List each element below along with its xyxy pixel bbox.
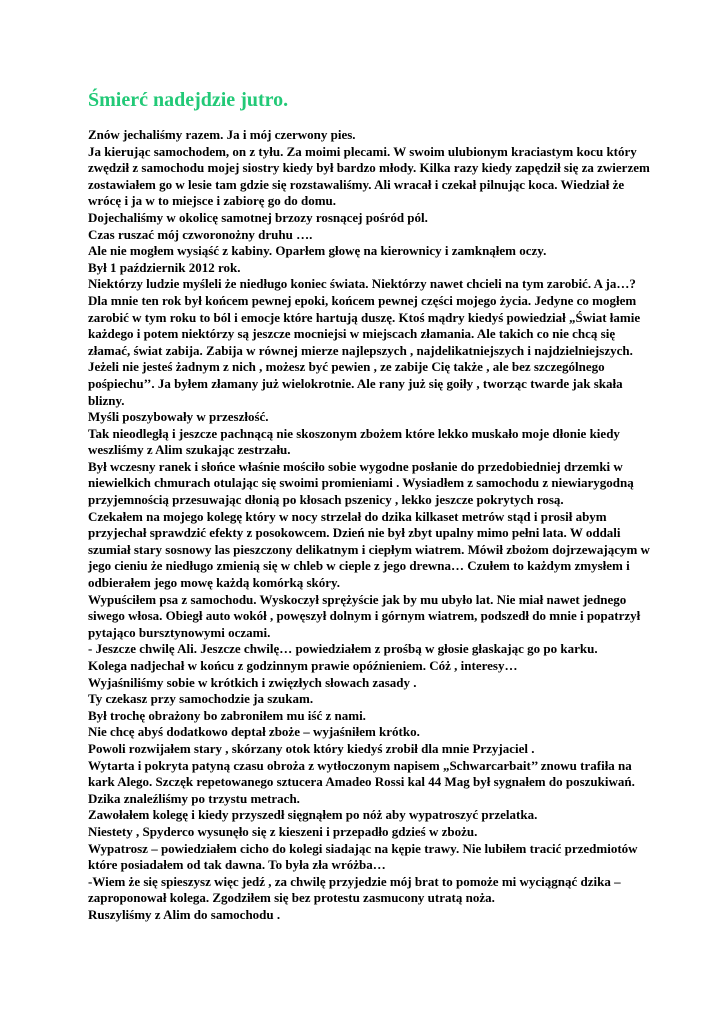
text-line: Tak nieodległą i jeszcze pachnącą nie skoszonym zbożem które lekko muskało moje dłonie kiedy	[88, 425, 620, 441]
text-line: Nie chcę abyś dodatkowo deptał zboże – wyjaśniłem krótko.	[88, 724, 420, 740]
text-line: weszliśmy z Alim szukając zestrzału.	[88, 442, 291, 458]
text-line: siwego włosa. Obiegł auto wokół , powęszył dolnym i górnym wiatrem, podszedł do mnie i popatrzył	[88, 608, 641, 624]
text-line: pytająco bursztynowymi oczami.	[88, 624, 271, 640]
text-line: Niestety , Spyderco wysunęło się z kieszeni i przepadło gdzieś w zbożu.	[88, 823, 478, 839]
text-line: zaproponował kolega. Zgodziłem się bez protestu zasmucony utratą noża.	[88, 890, 495, 906]
text-line: Czas ruszać mój czworonożny druhu ….	[88, 226, 313, 242]
text-line: przyjemnością przesuwając dłonią po kłosach pszenicy , lekko jeszcze pokrytych rosą.	[88, 492, 564, 508]
text-line: Wytarta i pokryta patyną czasu obroża z wytłoczonym napisem „Schwarcarbait’’ znowu trafiła na	[88, 757, 632, 773]
text-line: Ale nie mogłem wysiąść z kabiny. Oparłem głowę na kierownicy i zamknąłem oczy.	[88, 243, 547, 259]
text-line: blizny.	[88, 392, 125, 408]
text-line: zarobić w tym roku to ból i emocje które hartują duszę. Ktoś mądry kiedyś powiedział „Świat łamie	[88, 309, 641, 325]
text-line: Dzika znaleźliśmy po trzystu metrach.	[88, 790, 300, 806]
text-line: - Jeszcze chwilę Ali. Jeszcze chwilę… powiedziałem z prośbą w głosie głaskając go po karku.	[88, 641, 598, 657]
text-line: niewielkich chmurach otulając się swoimi promieniami . Wysiadłem z samochodu z niewiarygodną	[88, 475, 634, 491]
text-line: Znów jechaliśmy razem. Ja i mój czerwony pies.	[88, 127, 356, 142]
text-line: Powoli rozwijałem stary , skórzany otok który kiedyś zrobił dla mnie Przyjaciel .	[88, 740, 535, 756]
text-line: jego cieniu że niedługo zmienią się w chleb w cieple z jego drewna… Czułem to każdym zmysłem i	[88, 558, 630, 574]
text-line: które posiadałem od tak dawna. To była zła wróżba…	[88, 857, 386, 873]
text-line: Niektórzy ludzie myśleli że niedługo koniec świata. Niektórzy nawet chcieli na tym zarobić. A ja…?	[88, 276, 636, 292]
text-line: pośpiechu’’. Ja byłem złamany już wielokrotnie. Ale rany już się goiły , tworząc twarde jak skała	[88, 375, 623, 391]
text-line: Myśli poszybowały w przeszłość.	[88, 409, 269, 425]
text-line: zostawiałem go w lesie tam gdzie się rozstawaliśmy. Ali wracał i czekał pilnując koca. Wiedział że	[88, 176, 625, 192]
text-line: odbierałem jego mowę każdą komórką skóry.	[88, 575, 341, 591]
text-line: Dla mnie ten rok był końcem pewnej epoki, końcem pewnej części mojego życia. Jedyne co mogłem	[88, 292, 637, 308]
text-line: Ty czekasz przy samochodzie ja szukam.	[88, 691, 314, 707]
text-line: złamać, świat zabija. Zabija w równej mierze najlepszych , najdelikatniejszych i najdzielniejszych.	[88, 342, 633, 358]
text-line: wrócę i ja w to miejsce i zabiorę go do domu.	[88, 193, 337, 209]
text-line: Jeżeli nie jesteś żadnym z nich , możesz być pewien , ze zabije Cię także , ale bez szczególnego	[88, 359, 605, 375]
text-line: Dojechaliśmy w okolicę samotnej brzozy rosnącej pośród pól.	[88, 209, 428, 225]
document-title: Śmierć nadejdzie jutro.	[88, 89, 289, 111]
text-line: Wypatrosz – powiedziałem cicho do kolegi siadając na kępie trawy. Nie lubiłem tracić przedmiotów	[88, 840, 638, 856]
text-line: szumiał stary sosnowy las pieszczony delikatnym i ciepłym wiatrem. Mówił zbożom dojrzewającym w	[88, 541, 650, 557]
text-line: Ja kierując samochodem, on z tyłu. Za moimi plecami. W swoim ulubionym kraciastym kocu który	[88, 143, 637, 159]
text-line: kark Alego. Szczęk repetowanego sztucera Amadeo Rossi kal 44 Mag był sygnałem do poszukiwań.	[88, 774, 635, 790]
text-line: -Wiem że się spieszysz więc jedź , za chwilę przyjedzie mój brat to pomoże mi wyciągnąć dzika –	[88, 873, 621, 889]
text-line: zwędził z samochodu mojej siostry kiedy był bardzo młody. Kilka razy kiedy zapędził się za zwierzem	[88, 160, 650, 176]
text-line: Ruszyliśmy z Alim do samochodu .	[88, 906, 281, 922]
text-line: Czekałem na mojego kolegę który w nocy strzelał do dzika kilkaset metrów stąd i prosił abym	[88, 508, 607, 524]
text-line: Był wczesny ranek i słońce właśnie mościło sobie wygodne posłanie do przedobiedniej drzemki w	[88, 458, 623, 474]
document-body	[88, 127, 716, 924]
text-line: Był trochę obrażony bo zabroniłem mu iść z nami.	[88, 707, 366, 723]
text-line: Wyjaśniliśmy sobie w krótkich i zwięzłych słowach zasady .	[88, 674, 417, 690]
text-line: Wypuściłem psa z samochodu. Wyskoczył sprężyście jak by mu ubyło lat. Nie miał nawet jednego	[88, 591, 627, 607]
text-line: Zawołałem kolegę i kiedy przyszedł sięgnąłem po nóż aby wypatroszyć przelatka.	[88, 807, 538, 823]
text-line: każdego i potem niektórzy są jeszcze mocniejsi w miejscach złamania. Ale takich co nie chcą się	[88, 326, 616, 342]
text-line: przyjechał sprawdzić efekty z posokowcem. Dzień nie był zbyt upalny mimo pełni lata. W oddali	[88, 525, 621, 541]
text-line: Był 1 październik 2012 rok.	[88, 259, 241, 275]
text-line: Kolega nadjechał w końcu z godzinnym prawie opóźnieniem. Cóż , interesy…	[88, 658, 518, 673]
